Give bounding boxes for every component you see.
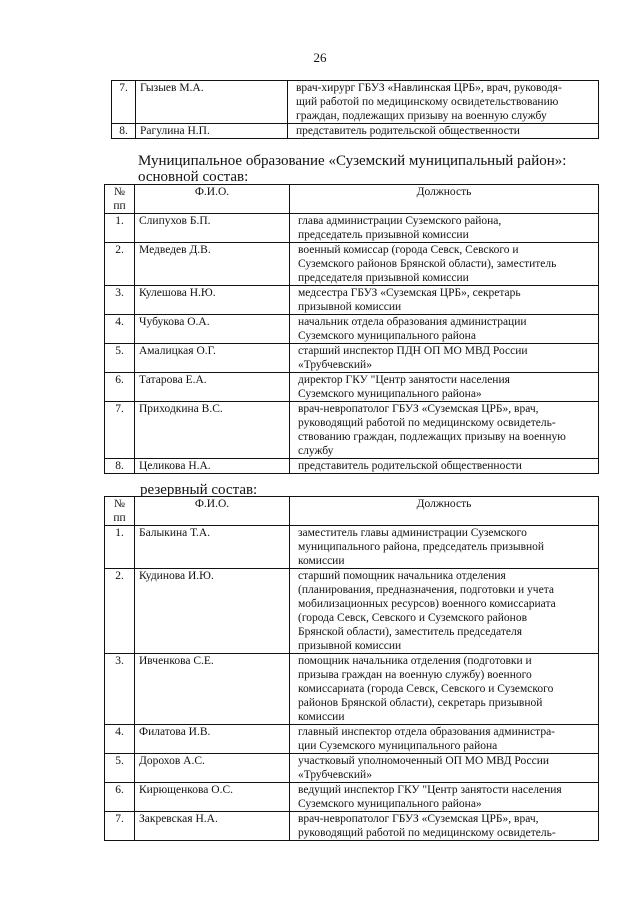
header-num: № пп bbox=[105, 497, 135, 526]
section-heading-line: Муниципальное образование «Суземский муниципальный район»: bbox=[138, 153, 567, 169]
row-number: 2. bbox=[105, 243, 135, 286]
row-number: 3. bbox=[105, 286, 135, 315]
member-name: Кулешова Н.Ю. bbox=[135, 286, 290, 315]
member-name: Гызыев М.А. bbox=[136, 81, 288, 124]
member-position bbox=[290, 569, 599, 654]
position-line: медсестра ГБУЗ «Суземская ЦРБ», секретарь bbox=[298, 287, 521, 299]
table-row bbox=[105, 754, 599, 783]
position-line: комиссии bbox=[298, 555, 345, 567]
position-line: участковый уполномоченный ОП МО МВД России bbox=[298, 755, 550, 767]
row-number: 1. bbox=[105, 214, 135, 243]
member-position bbox=[290, 459, 599, 474]
position-line: районов Брянской области), секретарь призывной bbox=[298, 697, 543, 709]
member-name: Балыкина Т.А. bbox=[135, 526, 290, 569]
member-position bbox=[290, 214, 599, 243]
table-row bbox=[105, 315, 599, 344]
member-position bbox=[290, 243, 599, 286]
member-name: Слипухов Б.П. bbox=[135, 214, 290, 243]
table-header-row bbox=[105, 185, 599, 214]
member-name: Целикова Н.А. bbox=[135, 459, 290, 474]
position-line: ствованию граждан, подлежащих призыву на военную bbox=[298, 431, 566, 443]
member-name: Кирющенкова О.С. bbox=[135, 783, 290, 812]
main-composition-table bbox=[104, 184, 599, 474]
position-line: комиссии bbox=[298, 711, 345, 723]
position-line: старший помощник начальника отделения bbox=[298, 570, 506, 582]
position-line: службу bbox=[298, 445, 334, 457]
member-position bbox=[290, 754, 599, 783]
table-row bbox=[105, 243, 599, 286]
position-line: главный инспектор отдела образования администра- bbox=[298, 726, 556, 738]
member-position bbox=[290, 654, 599, 725]
position-line: врач-невропатолог ГБУЗ «Суземская ЦРБ», врач, bbox=[298, 403, 539, 415]
position-line: помощник начальника отделения (подготовки и bbox=[298, 655, 532, 667]
table-row bbox=[112, 81, 599, 124]
row-number: 5. bbox=[105, 344, 135, 373]
row-number: 7. bbox=[112, 81, 136, 124]
position-line: призыва граждан на военную службу) военного bbox=[298, 669, 532, 681]
member-name: Закревская Н.А. bbox=[135, 812, 290, 841]
member-position bbox=[288, 81, 599, 124]
header-position: Должность bbox=[290, 185, 599, 214]
position-line: (планирования, предназначения, подготовки и учета bbox=[298, 584, 554, 596]
table-row bbox=[105, 812, 599, 841]
table-row bbox=[105, 654, 599, 725]
row-number: 2. bbox=[105, 569, 135, 654]
member-position bbox=[290, 373, 599, 402]
member-name: Амалицкая О.Г. bbox=[135, 344, 290, 373]
page-number: 26 bbox=[313, 50, 327, 65]
position-line: глава администрации Суземского района, bbox=[298, 215, 502, 227]
position-line: призывной комиссии bbox=[298, 640, 402, 652]
position-line: Суземского муниципального района» bbox=[298, 388, 482, 400]
reserve-composition-table bbox=[104, 496, 599, 841]
position-line: военный комиссар (города Севск, Севского и bbox=[298, 244, 519, 256]
position-line: директор ГКУ "Центр занятости населения bbox=[298, 374, 510, 386]
row-number: 8. bbox=[112, 124, 136, 139]
header-name: Ф.И.О. bbox=[135, 185, 290, 214]
position-line: руководящий работой по медицинскому освидетель- bbox=[298, 417, 556, 429]
table-row bbox=[105, 569, 599, 654]
position-line: представитель родительской общественности bbox=[296, 125, 520, 137]
member-name: Кудинова И.Ю. bbox=[135, 569, 290, 654]
position-line: Суземского муниципального района» bbox=[298, 798, 482, 810]
row-number: 1. bbox=[105, 526, 135, 569]
member-position bbox=[290, 286, 599, 315]
table-row bbox=[105, 526, 599, 569]
member-position bbox=[288, 124, 599, 139]
position-line: (города Севск, Севского и Суземского районов bbox=[298, 612, 528, 624]
member-position bbox=[290, 526, 599, 569]
row-number: 6. bbox=[105, 373, 135, 402]
member-position bbox=[290, 344, 599, 373]
position-line: муниципального района, председатель призывной bbox=[298, 541, 545, 553]
header-num: № пп bbox=[105, 185, 135, 214]
table-row bbox=[105, 214, 599, 243]
table-header-row bbox=[105, 497, 599, 526]
position-line: щий работой по медицинскому освидетельствованию bbox=[296, 96, 559, 108]
member-name: Медведев Д.В. bbox=[135, 243, 290, 286]
member-name: Филатова И.В. bbox=[135, 725, 290, 754]
member-position bbox=[290, 315, 599, 344]
table-row bbox=[105, 459, 599, 474]
row-number: 7. bbox=[105, 402, 135, 459]
position-line: Брянской области), заместитель председателя bbox=[298, 626, 523, 638]
row-number: 7. bbox=[105, 812, 135, 841]
row-number: 8. bbox=[105, 459, 135, 474]
table-row bbox=[105, 402, 599, 459]
table-row bbox=[105, 783, 599, 812]
member-name: Приходкина В.С. bbox=[135, 402, 290, 459]
position-line: руководящий работой по медицинскому освидетель- bbox=[298, 827, 556, 839]
position-line: «Трубчевский» bbox=[298, 769, 372, 781]
position-line: мобилизационных ресурсов) военного комиссариата bbox=[298, 598, 556, 610]
table-row bbox=[105, 373, 599, 402]
position-line: граждан, подлежащих призыву на военную службу bbox=[296, 110, 547, 122]
section-heading-reserve: резервный состав: bbox=[140, 482, 258, 498]
member-name: Татарова Е.А. bbox=[135, 373, 290, 402]
table-row bbox=[105, 725, 599, 754]
row-number: 4. bbox=[105, 725, 135, 754]
row-number: 5. bbox=[105, 754, 135, 783]
position-line: врач-невропатолог ГБУЗ «Суземская ЦРБ», врач, bbox=[298, 813, 539, 825]
row-number: 6. bbox=[105, 783, 135, 812]
member-position bbox=[290, 812, 599, 841]
position-line: Суземского муниципального района bbox=[298, 330, 476, 342]
section-heading-main bbox=[138, 153, 566, 185]
position-line: заместитель главы администрации Суземского bbox=[298, 527, 527, 539]
position-line: ведущий инспектор ГКУ "Центр занятости населения bbox=[298, 784, 562, 796]
position-line: «Трубчевский» bbox=[298, 359, 372, 371]
row-number: 3. bbox=[105, 654, 135, 725]
member-position bbox=[290, 783, 599, 812]
header-position: Должность bbox=[290, 497, 599, 526]
position-line: председателя призывной комиссии bbox=[298, 272, 469, 284]
header-name: Ф.И.О. bbox=[135, 497, 290, 526]
member-name: Чубукова О.А. bbox=[135, 315, 290, 344]
carryover-table bbox=[111, 80, 599, 139]
position-line: представитель родительской общественности bbox=[298, 460, 522, 472]
member-name: Ивченкова С.Е. bbox=[135, 654, 290, 725]
member-position bbox=[290, 402, 599, 459]
table-row bbox=[105, 344, 599, 373]
member-name: Дорохов А.С. bbox=[135, 754, 290, 783]
position-line: старший инспектор ПДН ОП МО МВД России bbox=[298, 345, 528, 357]
member-position bbox=[290, 725, 599, 754]
member-name: Рагулина Н.П. bbox=[136, 124, 288, 139]
table-row bbox=[112, 124, 599, 139]
position-line: призывной комиссии bbox=[298, 301, 402, 313]
position-line: Суземского районов Брянской области), заместитель bbox=[298, 258, 557, 270]
row-number: 4. bbox=[105, 315, 135, 344]
position-line: начальник отдела образования администрации bbox=[298, 316, 527, 328]
table-row bbox=[105, 286, 599, 315]
position-line: врач-хирург ГБУЗ «Навлинская ЦРБ», врач, руководя- bbox=[296, 82, 562, 94]
position-line: председатель призывной комиссии bbox=[298, 229, 469, 241]
position-line: ции Суземского муниципального района bbox=[298, 740, 498, 752]
position-line: комиссариата (города Севск, Севского и Суземского bbox=[298, 683, 554, 695]
section-subheading: основной состав: bbox=[138, 169, 249, 185]
